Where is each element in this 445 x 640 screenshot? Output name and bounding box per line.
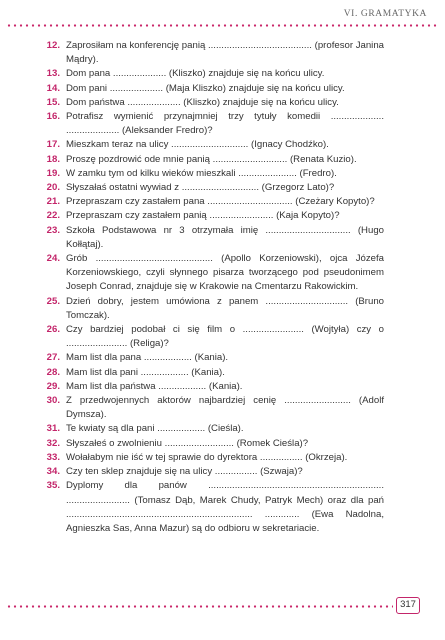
exercise-text: Mieszkam teraz na ulicy ............................. (Ignacy Chodźko). [66, 139, 329, 151]
exercise-number: 19. [46, 167, 60, 179]
exercise-item [46, 224, 384, 252]
exercise-item [46, 153, 384, 167]
exercise-number: 18. [46, 153, 60, 165]
footer-dotted-rule [6, 605, 393, 608]
exercise-text: Dzień dobry, jestem umówiona z panem ............................... (Bruno Tomczak). [66, 295, 384, 321]
exercise-number: 27. [46, 352, 60, 364]
exercise-number: 29. [46, 380, 60, 392]
exercise-item [46, 323, 384, 351]
exercise-number: 13. [46, 68, 60, 80]
exercise-number: 20. [46, 182, 60, 194]
exercise-number: 28. [46, 366, 60, 378]
exercise-text: Mam list dla pana .................. (Kania). [66, 352, 229, 364]
exercise-text: Słyszałaś ostatni wywiad z ............................. (Grzegorz Lato)? [66, 182, 335, 194]
exercise-item [46, 394, 384, 422]
exercise-text: Zaprosiłam na konferencję panią ....................................... (profesor Janina Mądry). [66, 40, 384, 66]
exercise-item [46, 167, 384, 181]
exercise-item [46, 110, 384, 138]
exercise-text: W zamku tym od kilku wieków mieszkali ...................... (Fredro). [66, 167, 337, 179]
exercise-number: 34. [46, 466, 60, 478]
exercise-number: 22. [46, 210, 60, 222]
exercise-item [46, 252, 384, 295]
exercise-number: 24. [46, 253, 60, 265]
exercise-number: 35. [46, 480, 60, 492]
exercise-number: 17. [46, 139, 60, 151]
exercise-text: Dom pana .................... (Kliszko) znajduje się na końcu ulicy. [66, 68, 325, 80]
exercise-number: 16. [46, 111, 60, 123]
exercise-text: Mam list dla pani .................. (Kania). [66, 366, 225, 378]
exercise-item [46, 437, 384, 451]
header-dotted-rule [6, 24, 437, 27]
exercise-item [46, 138, 384, 152]
exercise-item [46, 295, 384, 323]
exercise-text: Wołałabym nie iść w tej sprawie do dyrektora ................ (Okrzeja). [66, 451, 348, 463]
exercise-text: Dyplomy dla panów .................................................................. ........................ (Tomasz Dąb, Marek Chudy, Patryk Mech) oraz dla pań ...................................................................... ............. (Ewa Nadolna, Agnieszka Sas, Anna Mazur) są do odbioru w sekretariacie. [66, 480, 384, 534]
exercise-number: 25. [46, 295, 60, 307]
exercise-number: 26. [46, 324, 60, 336]
exercise-item [46, 181, 384, 195]
exercise-item [46, 380, 384, 394]
exercise-number: 15. [46, 96, 60, 108]
exercise-item [46, 96, 384, 110]
exercise-text: Dom państwa .................... (Kliszko) znajduje się na końcu ulicy. [66, 96, 339, 108]
exercise-text: Z przedwojennych aktorów najbardziej cenię ......................... (Adolf Dymsza). [66, 395, 384, 421]
exercise-text: Potrafisz wymienić przynajmniej trzy tytuły komedii .................... .................... (Aleksander Fredro)? [66, 111, 384, 137]
exercise-number: 30. [46, 395, 60, 407]
exercise-item [46, 195, 384, 209]
exercise-item [46, 82, 384, 96]
exercise-number: 21. [46, 196, 60, 208]
exercise-item [46, 451, 384, 465]
exercise-number: 33. [46, 451, 60, 463]
exercise-item [46, 351, 384, 365]
page-header-title: VI. GRAMATYKA [343, 9, 427, 19]
exercise-text: Słyszałeś o zwolnieniu .......................... (Romek Cieśla)? [66, 437, 309, 449]
page-number: 317 [396, 597, 420, 614]
exercise-text: Mam list dla państwa .................. (Kania). [66, 380, 243, 392]
exercise-item [46, 479, 384, 536]
exercise-text: Te kwiaty są dla pani .................. (Cieśla). [66, 423, 244, 435]
exercise-text: Przepraszam czy zastałem panią ........................ (Kaja Kopyto)? [66, 210, 340, 222]
exercise-text: Przepraszam czy zastałem pana ................................ (Czeżary Kopyto)? [66, 196, 375, 208]
exercise-item [46, 39, 384, 67]
exercise-item [46, 465, 384, 479]
exercise-number: 12. [46, 40, 60, 51]
exercise-number: 14. [46, 82, 60, 94]
exercise-text: Czy bardziej podobał ci się film o ....................... (Wojtyła) czy o ....................... (Religa)? [66, 324, 384, 350]
exercise-text: Grób ............................................ (Apollo Korzeniowski), ojca Józefa Korzeniowskiego, czyli słynnego pisarza tworzącego pod pseudonimem Joseph Conrad, znajduje się w Krakowie na Cmentarzu Rakowickim. [66, 253, 384, 293]
exercise-text: Szkoła Podstawowa nr 3 otrzymała imię ................................ (Hugo Kołłątaj). [66, 224, 384, 250]
exercise-text: Czy ten sklep znajduje się na ulicy ................ (Szwaja)? [66, 466, 303, 478]
exercise-text: Dom pani .................... (Maja Kliszko) znajduje się na końcu ulicy. [66, 82, 345, 94]
exercise-item [46, 422, 384, 436]
exercise-number: 31. [46, 423, 60, 435]
exercise-number: 32. [46, 437, 60, 449]
exercise-item [46, 209, 384, 223]
exercise-text: Proszę pozdrowić ode mnie panią ............................ (Renata Kuzio). [66, 153, 357, 165]
exercise-list [46, 39, 384, 536]
exercise-number: 23. [46, 224, 60, 236]
exercise-item [46, 366, 384, 380]
exercise-item [46, 67, 384, 81]
